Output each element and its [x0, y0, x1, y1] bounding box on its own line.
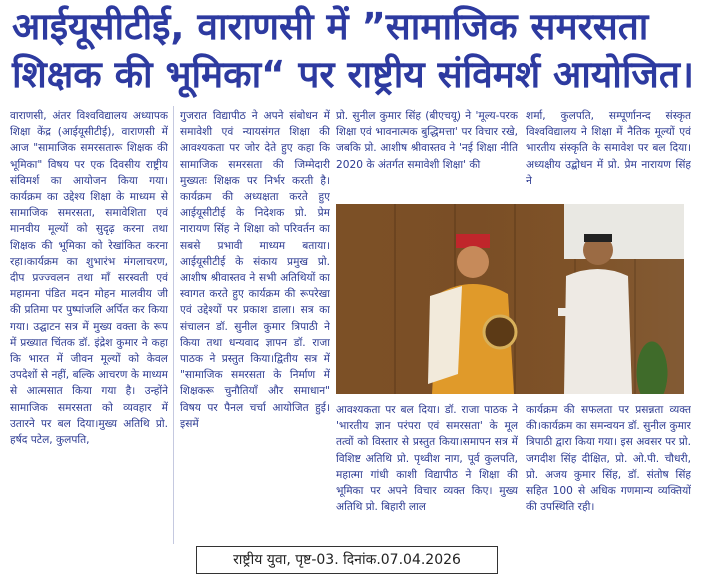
article-column-3-top: प्रो. सुनील कुमार सिंह (बीएचयू) ने 'मूल्य-परक शिक्षा एवं भावनात्मक बुद्धिमत्ता' पर विचार रखे, जबकि प्रो. आशीष श्रीवास्तव ने 'नई शिक्षा नीति 2020 के अंतर्गत समावेशी शिक्षा' की — [336, 110, 518, 171]
article-column-1: वाराणसी, अंतर विश्वविद्यालय अध्यापक शिक्षा केंद्र (आईयूसीटीई), वाराणसी में आज "सामाजिक समरसतारू शिक्षक की भूमिका" विषय पर एक दिवसीय राष्ट्रीय संविमर्श का आयोजन किया गया। कार्यक्रम का उद्देश्य शिक्षा के माध्यम से सामाजिक समरसता, समावेशिता एवं मानवीय मूल्यों को सुदृढ़ करना तथा शिक्षक की भूमिका को रेखांकित करना रहा।कार्यक्रम का शुभारंभ मंगलाचरण, दीप प्रज्ज्वलन तथा माँ सरस्वती एवं महामना पंडित मदन मोहन मालवीय जी की प्रतिमा पर पुष्पांजलि अर्पित कर किया गया। उद्घाटन सत्र में मुख्य वक्ता के रूप में प्रख्यात चिंतक डॉ. इंद्रेश कुमार ने कहा कि भारत में जीवन मूल्यों को केवल उपदेशों से नहीं, बल्कि आचरण के माध्यम से आत्मसात किया गया है। उन्होंने सामाजिक समरसता को व्यवहार में उतारने पर बल दिया।मुख्य अतिथि प्रो. हर्षद पटेल, कुलपति, — [10, 110, 168, 447]
article-column-4-top: शर्मा, कुलपति, सम्पूर्णानन्द संस्कृत विश्वविद्यालय ने शिक्षा में नैतिक मूल्यों एवं भारतीय संस्कृति के समावेश पर बल दिया। अध्यक्षीय उद्बोधन में प्रो. प्रेम नारायण सिंह ने — [526, 110, 691, 187]
headline-line-1: आईयूसीटीई, वाराणसी में ”सामाजिक समरसता — [12, 5, 649, 48]
column-divider — [173, 106, 174, 544]
event-photo — [336, 204, 684, 394]
article-column-4-bottom: कार्यक्रम की सफलता पर प्रसन्नता व्यक्त की।कार्यक्रम का समन्वयन डॉ. सुनील कुमार त्रिपाठी द्वारा किया गया। इस अवसर पर प्रो. जगदीश सिंह दीक्षित, प्रो. ओ.पी. चौधरी, प्रो. अजय कुमार सिंह, डॉ. संतोष सिंह सहित 100 से अधिक गणमान्य व्यक्तियों की उपस्थिति रही। — [526, 404, 691, 514]
article-column-3-bottom: आवश्यकता पर बल दिया। डॉ. राजा पाठक ने 'भारतीय ज्ञान परंपरा एवं समरसता' के मूल तत्वों को विस्तार से प्रस्तुत किया।समापन सत्र में विशिष्ट अतिथि प्रो. पृथ्वीश नाग, पूर्व कुलपति, महात्मा गांधी काशी विद्यापीठ ने शिक्षा की भूमिका पर अपने विचार व्यक्त किए। मुख्य अतिथि प्रो. बिहारी लाल — [336, 404, 518, 514]
photo-plant — [628, 324, 676, 394]
headline-line-2: शिक्षक की भूमिका“ पर राष्ट्रीय संविमर्श आयोजित। — [12, 53, 694, 96]
photo-person-presenter — [556, 226, 634, 394]
photo-person-honoree — [428, 234, 520, 394]
article-column-2: गुजरात विद्यापीठ ने अपने संबोधन में समावेशी एवं न्यायसंगत शिक्षा की आवश्यकता पर जोर देते हुए कहा कि सामाजिक समरसता की जिम्मेदारी मुख्यतः शिक्षक पर निर्भर करती है। कार्यक्रम की अध्यक्षता करते हुए आईयूसीटीई के निदेशक प्रो. प्रेम नारायण सिंह ने शिक्षा को परिवर्तन का सबसे प्रभावी माध्यम बताया।आईयूसीटीई के संकाय प्रमुख प्रो. आशीष श्रीवास्तव ने सभी अतिथियों का स्वागत करते हुए कार्यक्रम की रूपरेखा एवं उद्देश्यों पर प्रकाश डाला। सत्र का संचालन डॉ. सुनील कुमार त्रिपाठी ने किया तथा धन्यवाद ज्ञापन डॉ. राजा पाठक ने प्रस्तुत किया।द्वितीय सत्र में "सामाजिक समरसता के निर्माण में शिक्षकरू चुनौतियाँ और समाधान" विषय पर पैनल चर्चा आयोजित हुई। इसमें — [180, 110, 330, 430]
source-caption: राष्ट्रीय युवा, पृष्ट-03. दिनांक.07.04.2026 — [196, 546, 498, 574]
